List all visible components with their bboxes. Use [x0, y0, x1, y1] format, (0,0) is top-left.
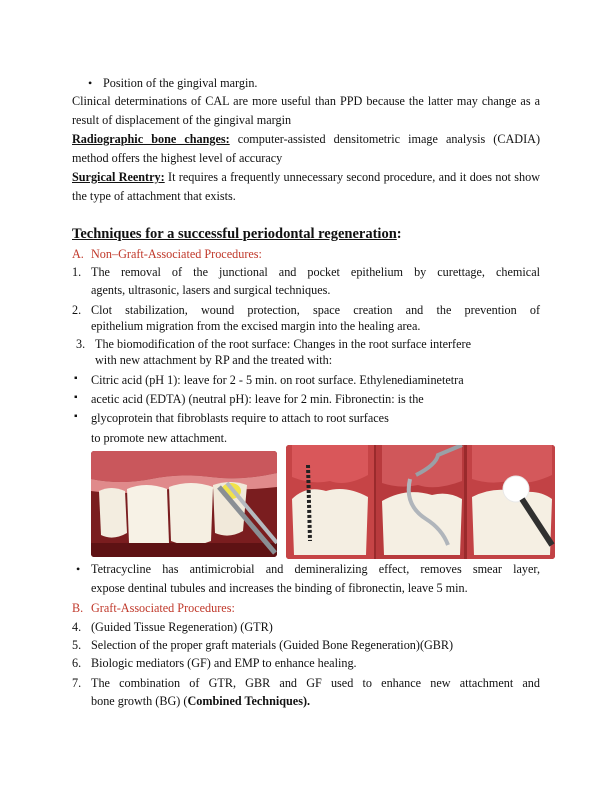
item-number: 4.: [72, 620, 82, 634]
item-3-line1: The biomodification of the root surface: Changes in the root surface interfere: [95, 337, 471, 351]
section-a-title: Non–Graft-Associated Procedures:: [91, 247, 262, 261]
reentry-text: It requires a frequently unnecessary second procedure, and it does not show the type of attachment that exists.: [72, 170, 540, 203]
item-number: 6.: [72, 656, 82, 670]
item-7-plain: bone growth (BG) (: [91, 694, 188, 708]
radiographic-label: Radiographic bone changes:: [72, 132, 230, 146]
bullet-gingival-margin: Position of the gingival margin.: [103, 76, 258, 90]
bullet-dot: ▪: [74, 411, 78, 422]
radiographic-paragraph: [72, 130, 540, 168]
heading-colon: :: [396, 226, 402, 242]
cal-paragraph: Clinical determinations of CAL are more useful than PPD because the latter may change as a result of displacement of the gingival margin: [72, 94, 540, 127]
bullet-dot: ▪: [74, 392, 78, 403]
item-number: 7.: [72, 676, 82, 690]
sub-bullet-edta: acetic acid (EDTA) (neutral pH): leave for 2 min. Fibronectin: is the: [91, 392, 424, 406]
item-2-line1: Clot stabilization, wound protection, space creation and the prevention of: [91, 303, 540, 317]
item-number: 2.: [72, 303, 82, 317]
bullet-dot: •: [76, 562, 81, 576]
bullet-dot: •: [88, 76, 93, 90]
item-4-text: (Guided Tissue Regeneration) (GTR): [91, 620, 273, 634]
sub-bullet-citric: Citric acid (pH 1): leave for 2 - 5 min. on root surface. Ethylenediaminetetra: [91, 373, 464, 387]
section-b-title: Graft-Associated Procedures:: [91, 601, 235, 615]
clinical-photo-2: [286, 445, 555, 559]
radiographic-text: computer-assisted densitometric image analysis (CADIA) method offers the highest level of accuracy: [72, 132, 541, 165]
section-b-letter: B.: [72, 601, 84, 615]
item-7-bold: Combined Techniques).: [187, 694, 311, 708]
item-1-line2: agents, ultrasonic, lasers and surgical techniques.: [91, 283, 331, 297]
teeth-tweezers-illustration: [91, 451, 277, 557]
tetracycline-line1: Tetracycline has antimicrobial and demineralizing effect, removes smear layer,: [91, 562, 540, 576]
item-7-line2: [91, 694, 310, 709]
sub-bullet-glycoprotein: glycoprotein that fibroblasts require to attach to root surfaces: [91, 411, 389, 425]
reentry-label: Surgical Reentry:: [72, 170, 165, 184]
item-number: 1.: [72, 265, 82, 279]
sub-continuation: to promote new attachment.: [91, 431, 228, 445]
reentry-paragraph: [72, 168, 540, 206]
item-number: 5.: [72, 638, 82, 652]
item-3-line2: with new attachment by RP and the treated with:: [95, 353, 333, 367]
item-6-text: Biologic mediators (GF) and EMP to enhance healing.: [91, 656, 357, 670]
item-number: 3.: [76, 337, 86, 351]
item-2-line2: epithelium migration from the excised margin into the healing area.: [91, 319, 421, 333]
tetracycline-line2: expose dentinal tubules and increases the binding of fibronectin, leave 5 min.: [91, 581, 468, 595]
section-heading: [72, 226, 402, 243]
heading-title: Techniques for a successful periodontal regeneration: [72, 226, 397, 242]
item-5-text: Selection of the proper graft materials (Guided Bone Regeneration)(GBR): [91, 638, 454, 652]
clinical-photo-1: [91, 451, 277, 557]
item-1-line1: The removal of the junctional and pocket epithelium by curettage, chemical: [91, 265, 540, 279]
section-a-letter: A.: [72, 247, 84, 261]
item-7-line1: The combination of GTR, GBR and GF used to enhance new attachment and: [91, 676, 540, 690]
root-conditioning-illustration: [286, 445, 555, 559]
bullet-dot: ▪: [74, 373, 78, 384]
